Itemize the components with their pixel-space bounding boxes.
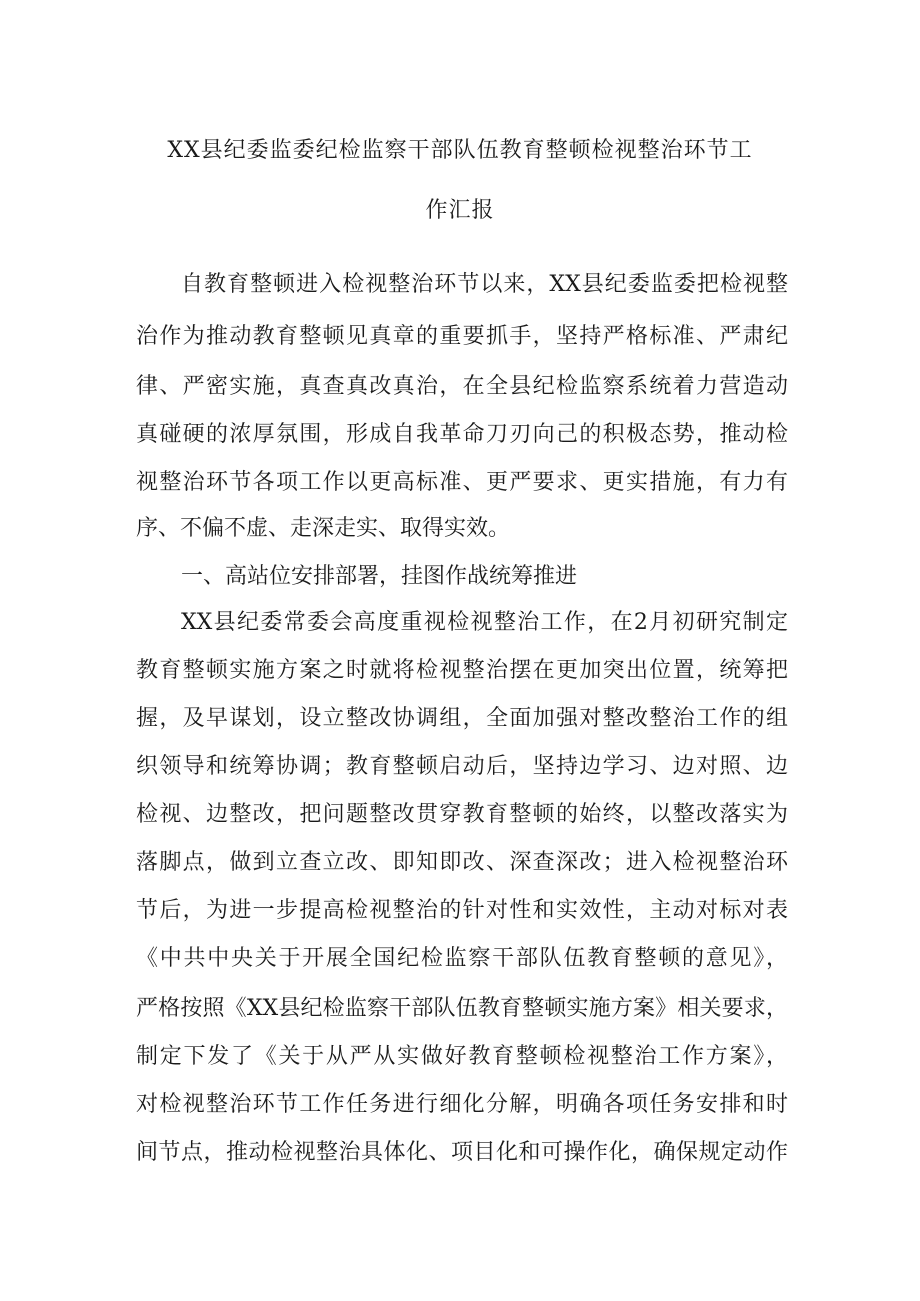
paragraph-line: 严格按照《XX县纪检监察干部队伍教育整顿实施方案》相关要求， [136, 996, 788, 1021]
paragraph-line: 对检视整治环节工作任务进行细化分解，明确各项任务安排和时 [136, 1092, 788, 1117]
paragraph-line: 制定下发了《关于从严从实做好教育整顿检视整治工作方案》， [136, 1044, 788, 1069]
paragraph-line: 握，及早谋划，设立整改协调组，全面加强对整改整治工作的组 [136, 706, 788, 731]
paragraph-line: 真碰硬的浓厚氛围，形成自我革命刀刃向己的积极态势，推动检 [136, 422, 788, 447]
paragraph-line: 自教育整顿进入检视整治环节以来，XX县纪委监委把检视整 [181, 272, 788, 297]
paragraph-line: 织领导和统筹协调；教育整顿启动后，坚持边学习、边对照、边 [136, 754, 788, 779]
paragraph-line: 节后，为进一步提高检视整治的针对性和实效性，主动对标对表 [136, 898, 788, 923]
paragraph-line: 律、严密实施，真查真改真治，在全县纪检监察系统着力营造动 [136, 374, 788, 399]
paragraph-line: XX县纪委常委会高度重视检视整治工作，在2月初研究制定 [181, 610, 788, 635]
paragraph-line: 落脚点，做到立查立改、即知即改、深查深改；进入检视整治环 [136, 850, 788, 875]
paragraph-line: 间节点，推动检视整治具体化、项目化和可操作化，确保规定动作 [136, 1140, 788, 1165]
paragraph-line: 教育整顿实施方案之时就将检视整治摆在更加突出位置，统筹把 [136, 658, 788, 683]
document-title-line-1: XX县纪委监委纪检监察干部队伍教育整顿检视整治环节工 [167, 138, 753, 163]
section-heading: 一、高站位安排部署，挂图作战统筹推进 [181, 564, 578, 589]
paragraph-line: 检视、边整改，把问题整改贯穿教育整顿的始终，以整改落实为 [136, 802, 788, 827]
paragraph-line: 序、不偏不虚、走深走实、取得实效。 [136, 516, 511, 541]
paragraph-line: 治作为推动教育整顿见真章的重要抓手，坚持严格标准、严肃纪 [136, 324, 788, 349]
paragraph-line: 视整治环节各项工作以更高标准、更严要求、更实措施，有力有 [136, 470, 788, 495]
document-title-line-2: 作汇报 [425, 198, 495, 223]
paragraph-line: 《中共中央关于开展全国纪检监察干部队伍教育整顿的意见》， [136, 946, 788, 971]
